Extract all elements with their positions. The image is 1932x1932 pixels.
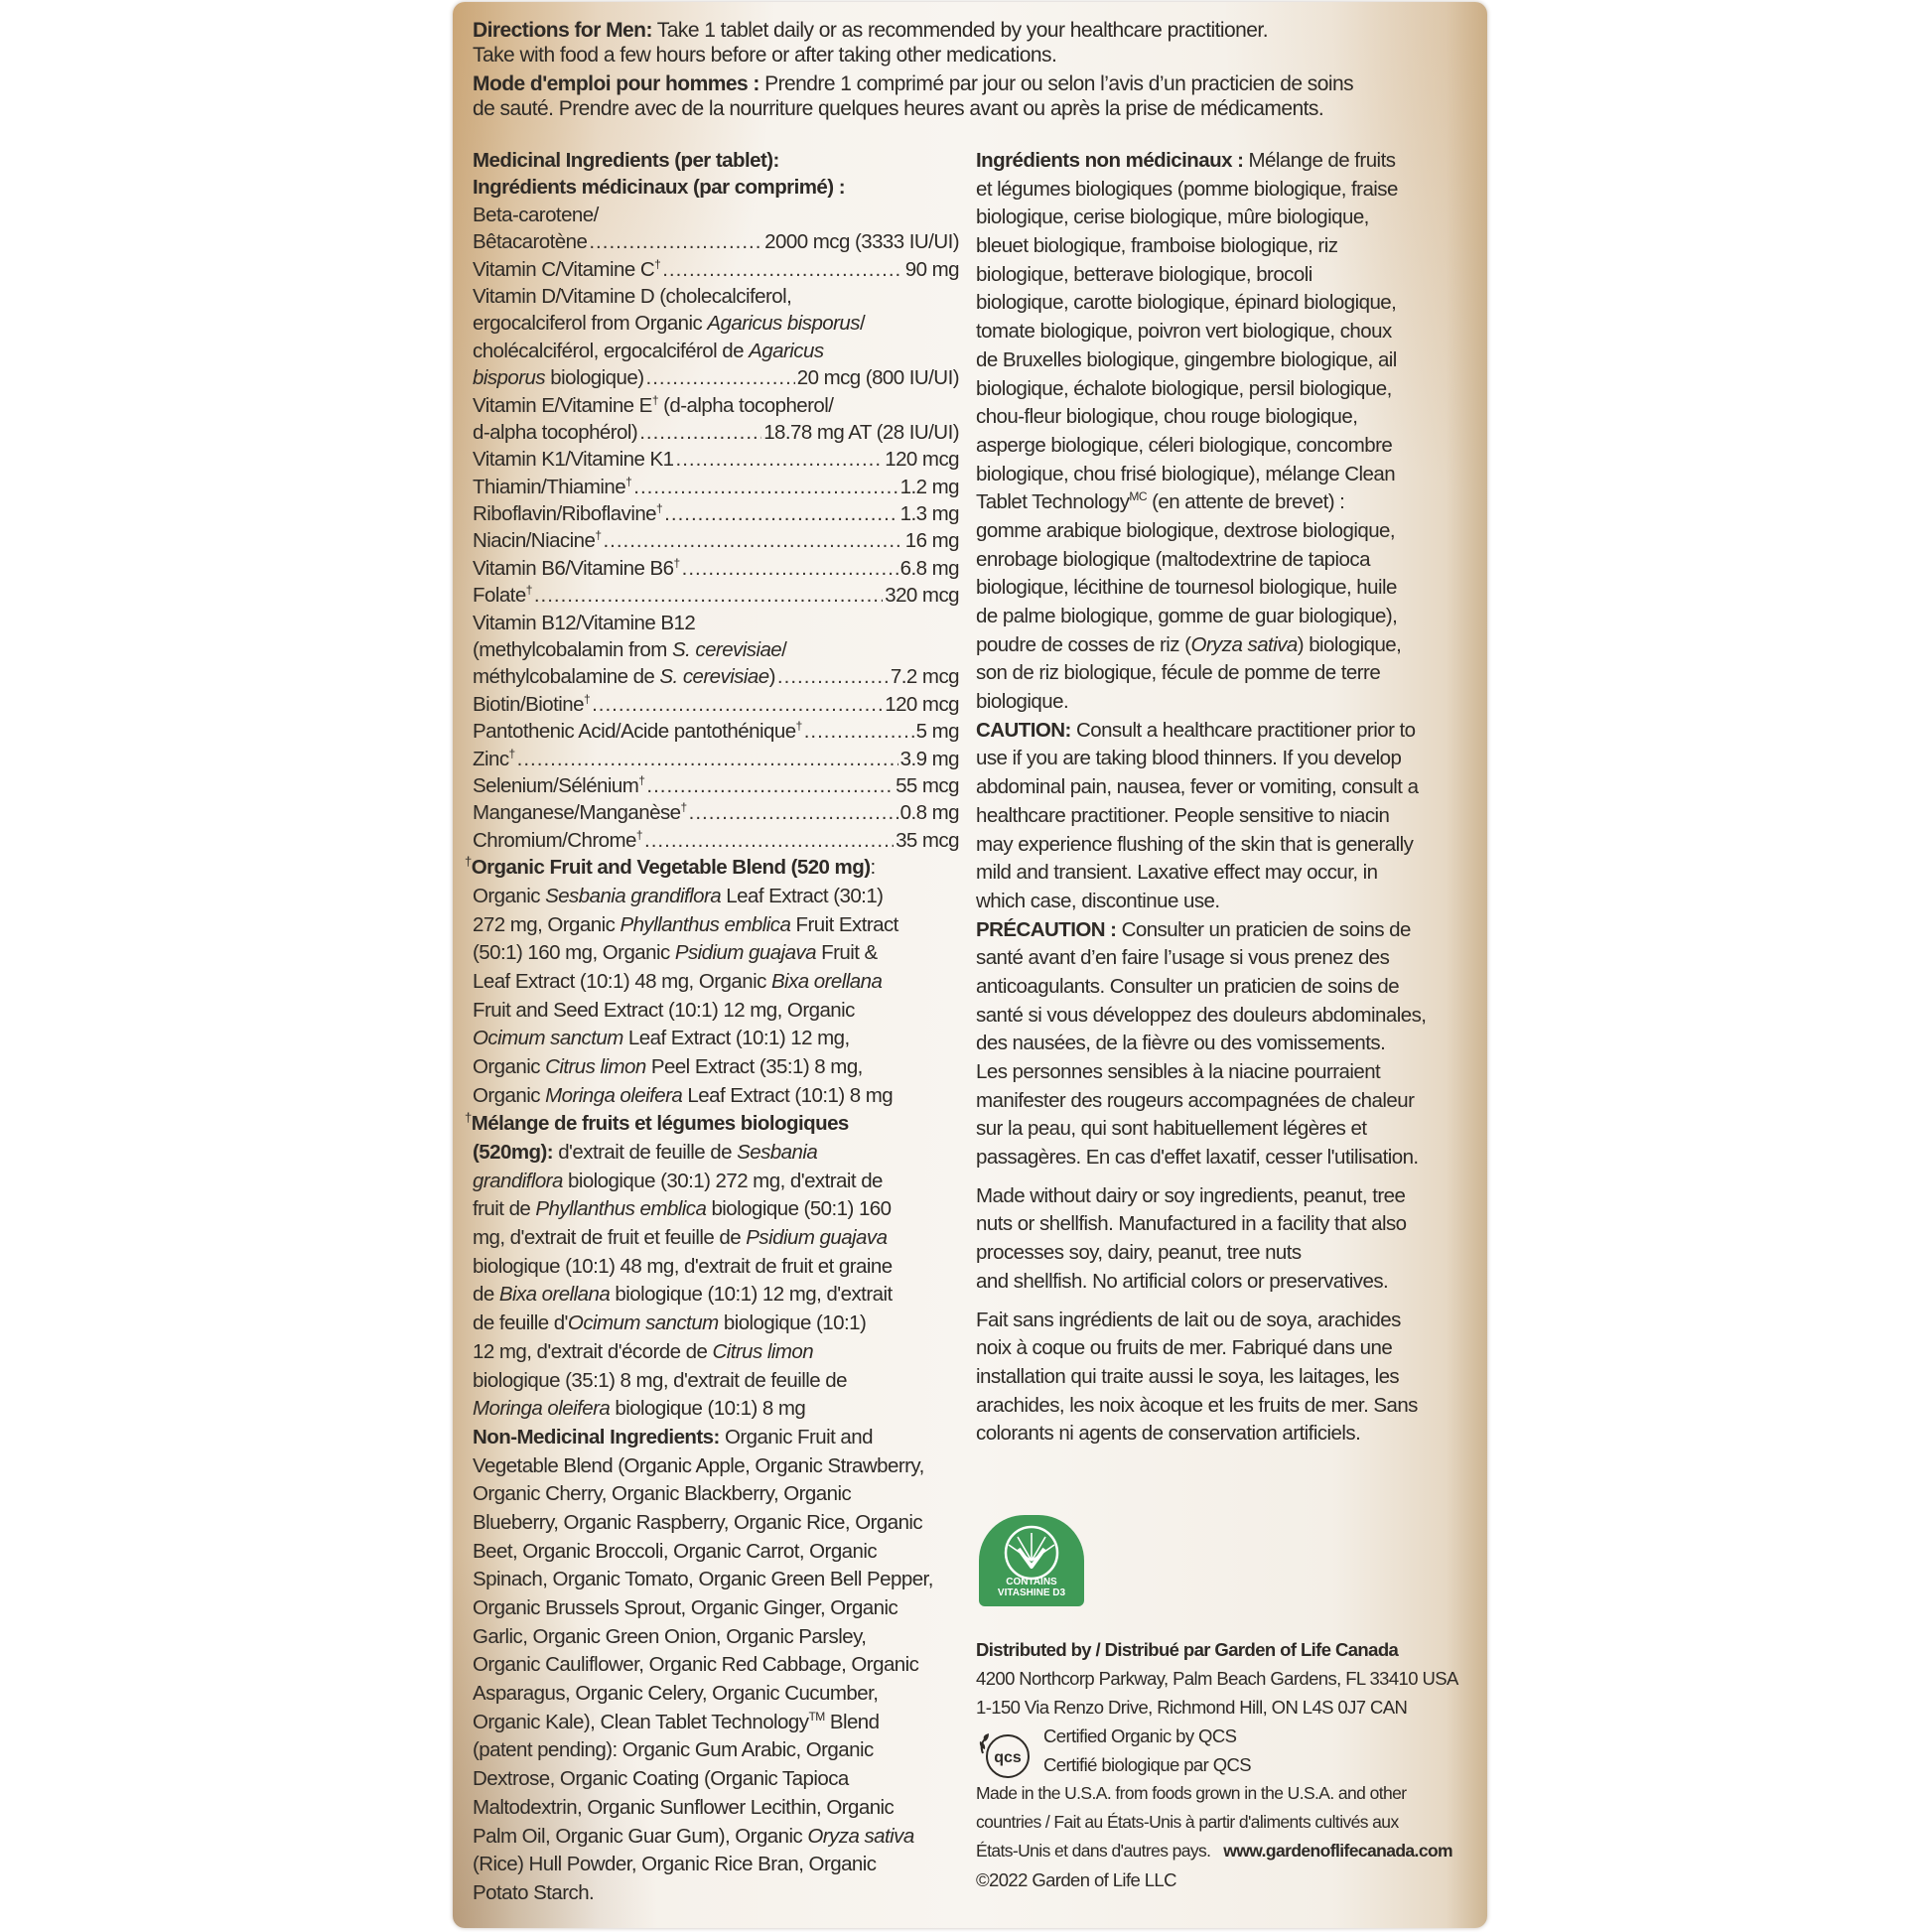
certified-organic-fr: Certifié biologique par QCS [1043, 1754, 1251, 1775]
ingredient-row-riboflavin [473, 500, 959, 527]
caution-line: abdominal pain, nausea, fever or vomiting, consult a [976, 775, 1419, 799]
nonmed-fr-line: de palme biologique, gomme de guar biologique), [976, 605, 1398, 627]
ingredient-name: Selenium/Sélénium† [473, 772, 645, 797]
blend-en-line: Organic Citrus limon Peel Extract (35:1) 8 mg, [473, 1054, 863, 1078]
nonmed-en-line: Asparagus, Organic Celery, Organic Cucumber, [473, 1682, 879, 1706]
nonmed-fr-line: bleuet biologique, framboise biologique, riz [976, 234, 1338, 258]
ingredient-name: Zinc† [473, 746, 515, 770]
ingredient-amount: 1.2 mg [899, 475, 959, 498]
directions-fr-label: Mode d'emploi pour hommes : [473, 72, 759, 95]
ingredient-name: bisporus biologique) [473, 366, 644, 390]
ingredient-amount: 2000 mcg (3333 IU/UI) [764, 230, 959, 254]
vitashine-sunburst-icon [979, 1523, 1084, 1583]
ingredient-row-vitamin-k1 [473, 446, 959, 473]
directions-fr-line2: de sauté. Prendre avec de la nourriture quelques heures avant ou après la prise de médicaments. [473, 97, 1324, 120]
ingredient-name: Vitamin B6/Vitamine B6† [473, 555, 680, 580]
ingredient-name: Pantothenic Acid/Acide pantothénique† [473, 719, 802, 744]
directions-fr-line1 [473, 71, 1465, 96]
nonmed-en-line: Beet, Organic Broccoli, Organic Carrot, Organic [473, 1539, 878, 1563]
beta-carotene-line1: Beta-carotene/ [473, 203, 599, 226]
leader-dots [644, 827, 894, 856]
blend-en-line: Ocimum sanctum Leaf Extract (10:1) 12 mg, [473, 1027, 850, 1050]
nonmed-en-line: Organic Cherry, Organic Blackberry, Organic [473, 1482, 852, 1506]
ingredient-amount: 320 mcg [885, 584, 959, 608]
ingredient-row-beta-carotene [473, 228, 959, 255]
directions-fr-text: Prendre 1 comprimé par jour ou selon l’avis d’un practicien de soins [759, 72, 1354, 95]
blend-fr-line: de Bixa orellana biologique (10:1) 12 mg, d'extrait [473, 1283, 893, 1307]
allergen-fr-line: noix à coque ou fruits de mer. Fabriqué dans une [976, 1336, 1393, 1360]
ingredient-row-zinc [473, 746, 959, 772]
origin-line1: Made in the U.S.A. from foods grown in the U.S.A. and other [976, 1783, 1407, 1803]
leader-dots [664, 500, 897, 529]
nonmed-en-line: Vegetable Blend (Organic Apple, Organic Strawberry, [473, 1453, 924, 1477]
ingredient-amount: 120 mcg [885, 448, 959, 472]
precaution-line: santé avant d’en faire l’usage si vous prenez des [976, 946, 1390, 970]
blend-fr-line: grandiflora biologique (30:1) 272 mg, d'extrait de [473, 1169, 883, 1192]
blend-en-heading: †Organic Fruit and Vegetable Blend (520 mg): [465, 854, 876, 880]
leader-dots [592, 691, 883, 720]
vitamin-e-line1: Vitamin E/Vitamine E† (d-alpha tocopherol/ [473, 392, 834, 417]
ingredient-row-selenium [473, 772, 959, 799]
vitamin-b12-line2: (methylcobalamin from S. cerevisiae/ [473, 638, 787, 662]
blend-fr-line: mg, d'extrait de fruit et feuille de Psidium guajava [473, 1226, 888, 1250]
nonmed-en-line: Organic Kale), Clean Tablet Technology™ Blend [473, 1709, 880, 1733]
nonmed-fr-line: de Bruxelles biologique, gingembre biologique, ail [976, 347, 1397, 371]
leader-dots [639, 419, 761, 448]
blend-fr-line: fruit de Phyllanthus emblica biologique (50:1) 160 [473, 1197, 892, 1221]
leader-dots [682, 555, 898, 584]
caution-line: mild and transient. Laxative effect may occur, in [976, 861, 1378, 885]
blend-en-line: Organic Moringa oleifera Leaf Extract (10:1) 8 mg [473, 1083, 894, 1107]
ingredient-row-vitamin-e [473, 419, 959, 446]
blend-en-line: Leaf Extract (10:1) 48 mg, Organic Bixa orellana [473, 969, 883, 993]
nonmed-en-line: Organic Brussels Sprout, Organic Ginger, Organic [473, 1596, 898, 1620]
allergen-en-line: Made without dairy or soy ingredients, peanut, tree [976, 1183, 1406, 1207]
ingredient-amount: 3.9 mg [899, 747, 959, 770]
address-ca: 1-150 Via Renzo Drive, Richmond Hill, ON L4S 0J7 CAN [976, 1697, 1408, 1718]
nonmed-fr-line: Tablet Technology$^{MC}$ (en attente de brevet) : [976, 489, 1345, 514]
ingredient-name: Vitamin K1/Vitamine K1 [473, 448, 674, 472]
website-link[interactable]: www.gardenoflifecanada.com [1223, 1841, 1453, 1861]
ingredient-row-folate [473, 582, 959, 609]
nonmed-fr-line: biologique, carotte biologique, épinard biologique, [976, 291, 1397, 315]
ingredient-name: Riboflavin/Riboflavine† [473, 501, 663, 526]
certified-organic-en: Certified Organic by QCS [1043, 1725, 1237, 1746]
allergen-fr-line: colorants ni agents de conservation artificiels. [976, 1422, 1361, 1446]
caution-line: may experience flushing of the skin that is generally [976, 832, 1414, 856]
allergen-en-line: nuts or shellfish. Manufactured in a facility that also [976, 1212, 1407, 1236]
blend-fr-line: biologique (35:1) 8 mg, d'extrait de feuille de [473, 1368, 847, 1392]
ingredient-name: Vitamin C/Vitamine C† [473, 256, 661, 281]
medicinal-heading-fr: Ingrédients médicinaux (par comprimé) : [473, 176, 845, 200]
ingredient-row-vitamin-b6 [473, 555, 959, 582]
ingredient-name: méthylcobalamine de S. cerevisiae) [473, 665, 775, 689]
nonmed-fr-line: biologique, lécithine de tournesol biologique, huile [976, 576, 1397, 600]
nonmed-fr-line: biologique, échalote biologique, persil biologique, [976, 376, 1392, 400]
ingredient-row-manganese [473, 799, 959, 826]
nonmed-fr-line: et légumes biologiques (pomme biologique, fraise [976, 177, 1398, 201]
vitamin-d-line2: ergocalciferol from Organic Agaricus bisporus/ [473, 312, 866, 336]
ingredient-amount: 16 mg [904, 529, 959, 553]
ingredient-row-niacin [473, 527, 959, 554]
distribution-section [976, 1635, 1472, 1894]
ingredient-row-biotin [473, 691, 959, 718]
ingredient-row-vitamin-b12 [473, 663, 959, 690]
directions-en-label: Directions for Men: [473, 19, 652, 42]
directions-en-text: Take 1 tablet daily or as recommended by your healthcare practitioner. [651, 19, 1268, 42]
blend-fr-line: de feuille d'Ocimum sanctum biologique (10:1) [473, 1311, 867, 1335]
leader-dots [662, 256, 903, 285]
allergen-fr-line: installation qui traite aussi le soya, les laitages, les [976, 1364, 1400, 1388]
nonmed-en-line: Potato Starch. [473, 1880, 595, 1904]
precaution-line: PRÉCAUTION : Consulter un praticien de soins de [976, 917, 1411, 941]
distributor-heading: Distributed by / Distribué par Garden of Life Canada [976, 1639, 1399, 1660]
medicinal-heading-en: Medicinal Ingredients (per tablet): [473, 149, 779, 172]
caution-line: CAUTION: Consult a healthcare practitioner prior to [976, 718, 1416, 742]
precaution-line: Les personnes sensibles à la niacine pourraient [976, 1060, 1381, 1083]
allergen-fr-line: Fait sans ingrédients de lait ou de soya, arachides [976, 1308, 1401, 1331]
leader-dots [646, 772, 894, 801]
blend-en-line: Organic Sesbania grandiflora Leaf Extract (30:1) [473, 884, 884, 907]
ingredient-amount: 35 mcg [896, 828, 959, 852]
ingredient-amount: 0.8 mg [899, 801, 959, 825]
ingredient-amount: 18.78 mg AT (28 IU/UI) [763, 420, 959, 444]
caution-line: use if you are taking blood thinners. If you develop [976, 747, 1402, 770]
ingredient-row-chromium [473, 827, 959, 854]
nonmed-fr-line: chou-fleur biologique, chou rouge biologique, [976, 405, 1358, 429]
blend-fr-heading: †Mélange de fruits et légumes biologiques [465, 1110, 849, 1136]
nonmed-en-line: (Rice) Hull Powder, Organic Rice Bran, Organic [473, 1853, 877, 1876]
vitashine-d3-badge [979, 1515, 1084, 1606]
precaution-line: santé si vous développez des douleurs abdominales, [976, 1003, 1427, 1027]
nonmed-fr-line: asperge biologique, céleri biologique, concombre [976, 433, 1393, 457]
nonmed-en-line: Palm Oil, Organic Guar Gum), Organic Oryza sativa [473, 1824, 914, 1848]
copyright: ©2022 Garden of Life LLC [976, 1869, 1176, 1890]
ingredient-amount: 20 mcg (800 IU/UI) [796, 366, 959, 390]
ingredient-name: Manganese/Manganèse† [473, 800, 687, 825]
ingredient-name: Biotin/Biotine† [473, 691, 591, 716]
leader-dots [777, 663, 889, 692]
precaution-line: des nausées, de la fièvre ou des vomissements. [976, 1032, 1386, 1055]
nonmed-en-line: Maltodextrin, Organic Sunflower Lecithin, Organic [473, 1795, 895, 1819]
ingredient-name: Thiamin/Thiamine† [473, 474, 632, 498]
ingredient-amount: 5 mg [915, 720, 959, 744]
vitamin-d-line3: cholécalciférol, ergocalciférol de Agaricus [473, 339, 824, 362]
qcs-logo-text: qcs [994, 1749, 1022, 1766]
leader-dots [517, 746, 898, 774]
nonmed-en-line: Garlic, Organic Green Onion, Organic Parsley, [473, 1624, 867, 1648]
nonmed-en-line: Non-Medicinal Ingredients: Organic Fruit and [473, 1425, 873, 1449]
precaution-line: sur la peau, qui sont habituellement légères et [976, 1117, 1367, 1141]
nonmed-en-line: (patent pending): Organic Gum Arabic, Organic [473, 1738, 874, 1762]
nonmed-fr-line: biologique, cerise biologique, mûre biologique, [976, 206, 1369, 229]
ingredient-amount: 90 mg [904, 257, 959, 281]
leader-dots [603, 527, 902, 556]
supplement-label-panel [453, 2, 1487, 1928]
left-column [465, 147, 959, 1908]
origin-line3: États-Unis et dans d'autres pays. www.gardenoflifecanada.com [976, 1841, 1453, 1861]
ingredient-name: d-alpha tocophérol) [473, 420, 638, 444]
ingredient-amount: 6.8 mg [899, 556, 959, 580]
precaution-line: passagères. En cas d'effet laxatif, cesser l'utilisation. [976, 1146, 1419, 1170]
blend-fr-line: (520mg): d'extrait de feuille de Sesbania [473, 1141, 818, 1165]
blend-fr-line: 12 mg, d'extrait d'écorde de Citrus limon [473, 1339, 814, 1363]
caution-line: healthcare practitioner. People sensitive to niacin [976, 803, 1390, 827]
caution-line: which case, discontinue use. [976, 889, 1220, 912]
nonmed-fr-line: poudre de cosses de riz (Oryza sativa) biologique, [976, 632, 1402, 656]
precaution-line: anticoagulants. Consulter un praticien de soins de [976, 974, 1400, 998]
ingredient-amount: 120 mcg [885, 692, 959, 716]
nonmed-fr-line: son de riz biologique, fécule de pomme de terre [976, 661, 1381, 685]
leader-dots [804, 718, 914, 747]
ingredient-name: Chromium/Chrome† [473, 827, 643, 852]
leader-dots [689, 799, 898, 828]
blend-en-line: Fruit and Seed Extract (10:1) 12 mg, Organic [473, 998, 855, 1022]
right-column [976, 147, 1462, 1449]
allergen-en-line: processes soy, dairy, peanut, tree nuts [976, 1241, 1302, 1265]
ingredient-name: Niacin/Niacine† [473, 528, 602, 553]
nonmed-fr-line: enrobage biologique (maltodextrine de tapioca [976, 547, 1370, 571]
ingredient-row-thiamin [473, 474, 959, 500]
directions-section [473, 18, 1465, 121]
vitamin-d-line1: Vitamin D/Vitamine D (cholecalciferol, [473, 284, 792, 308]
directions-en-line1 [473, 18, 1465, 43]
leader-dots [676, 446, 884, 475]
nonmed-fr-line: gomme arabique biologique, dextrose biologique, [976, 518, 1396, 542]
ingredient-amount: 55 mcg [896, 773, 959, 797]
nonmed-fr-line: biologique, chou frisé biologique), mélange Clean [976, 462, 1396, 485]
ingredient-name: Folate† [473, 583, 532, 608]
allergen-en-line: and shellfish. No artificial colors or preservatives. [976, 1269, 1389, 1293]
blend-en-line: (50:1) 160 mg, Organic Psidium guajava Fruit & [473, 941, 878, 965]
leader-dots [534, 582, 883, 611]
blend-fr-line: Moringa oleifera biologique (10:1) 8 mg [473, 1397, 806, 1421]
allergen-fr-line: arachides, les noix àcoque et les fruits de mer. Sans [976, 1393, 1418, 1417]
ingredient-row-vitamin-c [473, 256, 959, 283]
blend-en-line: 272 mg, Organic Phyllanthus emblica Fruit Extract [473, 912, 898, 936]
nonmed-en-line: Spinach, Organic Tomato, Organic Green Bell Pepper, [473, 1568, 933, 1591]
origin-line2: countries / Fait au États-Unis à partir d'aliments cultivés aux [976, 1812, 1399, 1832]
leader-dots [589, 228, 762, 257]
leader-dots [633, 474, 897, 502]
nonmed-fr-line: biologique. [976, 690, 1069, 714]
nonmed-fr-line: tomate biologique, poivron vert biologique, choux [976, 320, 1392, 344]
ingredient-row-vitamin-d [473, 364, 959, 391]
directions-en-line2: Take with food a few hours before or after taking other medications. [473, 44, 1057, 67]
nonmed-en-line: Dextrose, Organic Coating (Organic Tapioca [473, 1767, 849, 1791]
address-us: 4200 Northcorp Parkway, Palm Beach Gardens, FL 33410 USA [976, 1668, 1458, 1689]
nonmed-fr-line: biologique, betterave biologique, brocoli [976, 262, 1312, 286]
nonmed-fr-line: Ingrédients non médicinaux : Mélange de fruits [976, 149, 1396, 172]
ingredient-amount: 7.2 mcg [890, 665, 959, 689]
badge-line1: CONTAINS [1006, 1577, 1057, 1587]
ingredient-row-pantothenic-acid [473, 718, 959, 745]
blend-fr-line: biologique (10:1) 48 mg, d'extrait de fruit et graine [473, 1254, 893, 1278]
nonmed-en-line: Blueberry, Organic Raspberry, Organic Rice, Organic [473, 1510, 923, 1534]
leader-dots [646, 364, 795, 393]
badge-line2: VITASHINE D3 [997, 1587, 1066, 1598]
precaution-line: manifester des rougeurs accompagnées de chaleur [976, 1088, 1415, 1112]
nonmed-en-line: Organic Cauliflower, Organic Red Cabbage, Organic [473, 1653, 919, 1677]
vitamin-b12-line1: Vitamin B12/Vitamine B12 [473, 611, 696, 634]
ingredient-amount: 1.3 mg [899, 502, 959, 526]
ingredient-name: Bêtacarotène [473, 230, 588, 254]
